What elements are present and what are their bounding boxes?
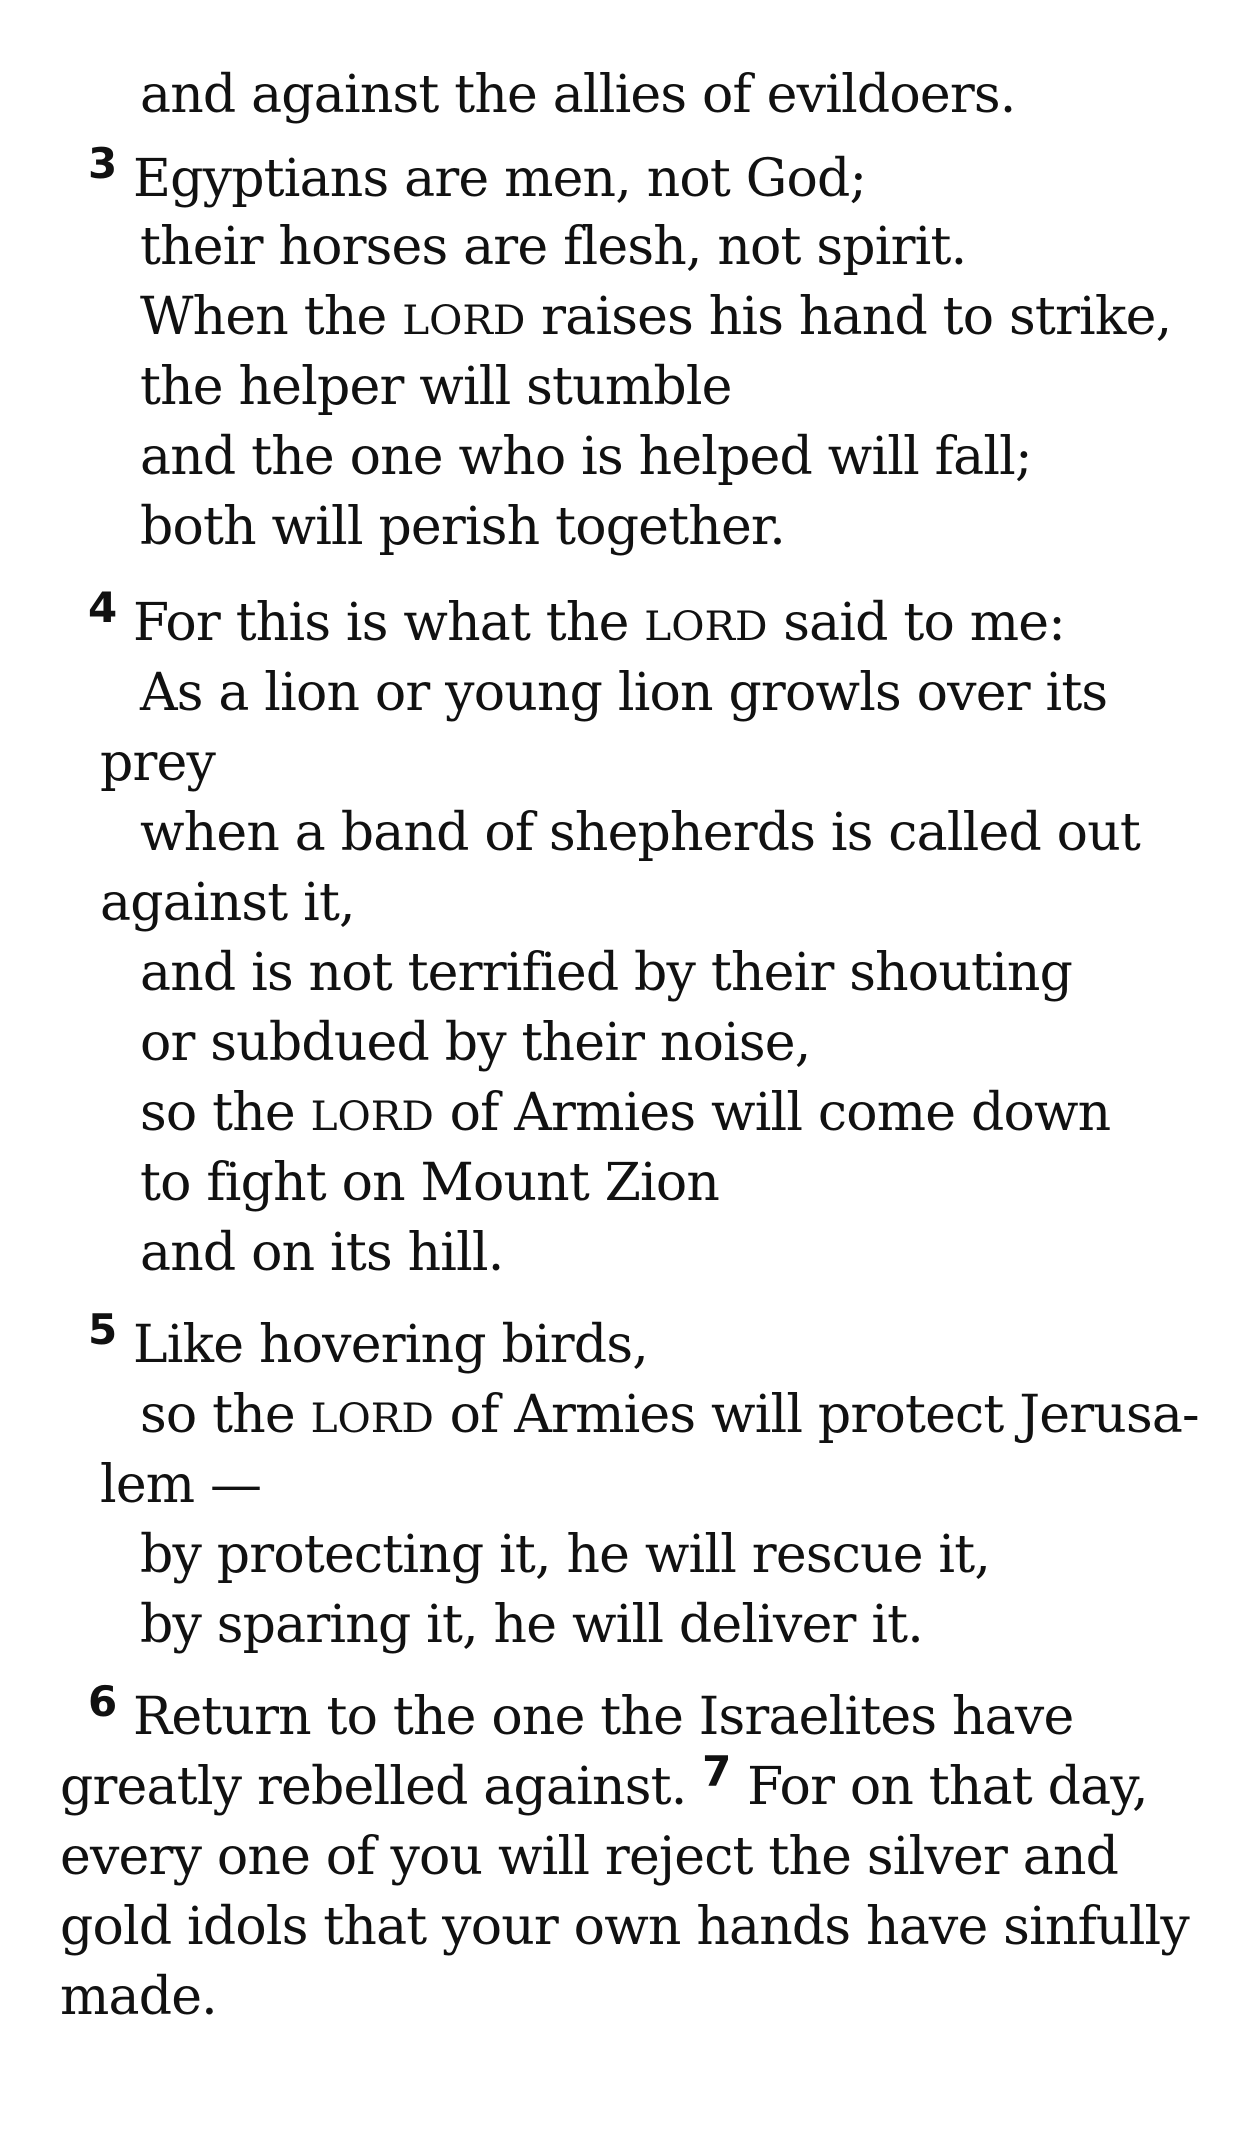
line-text: by protecting it, he will rescue it, (140, 1525, 991, 1585)
line-text: For this is what the (132, 593, 645, 653)
divine-name: LORD (402, 296, 526, 344)
poetry-line (140, 1380, 1199, 1450)
verse-number: 6 (88, 1677, 118, 1726)
line-text: of Armies will protect Jerusa- (433, 1385, 1199, 1445)
verse-3-line (88, 139, 867, 214)
line-text: of Armies will come down (433, 1083, 1111, 1143)
line-text: when a band of shepherds is called out (140, 803, 1140, 863)
poetry-line (140, 1520, 990, 1590)
poetry-line (140, 212, 966, 282)
poetry-line (140, 1590, 923, 1660)
line-text: the helper will stumble (140, 357, 732, 417)
prose-line (60, 1962, 217, 2032)
poetry-line-wrap (100, 868, 355, 938)
line-text: against it, (100, 873, 355, 933)
line-text: both will perish together. (140, 497, 785, 557)
line-text: When the (140, 287, 403, 347)
poetry-line (140, 1148, 719, 1218)
line-text: As a lion or young lion growls over its (140, 663, 1108, 723)
line-text: made. (60, 1967, 217, 2027)
poetry-line (140, 422, 1032, 492)
line-text: prey (100, 733, 216, 793)
line-text: and against the allies of evildoers. (140, 65, 1016, 125)
line-text: raises his hand to strike, (525, 287, 1172, 347)
poetry-line (140, 798, 1140, 868)
poetry-line (140, 492, 785, 562)
poetry-line (140, 938, 1072, 1008)
poetry-line (140, 1008, 811, 1078)
line-text: their horses are flesh, not spirit. (140, 217, 967, 277)
line-text: Return to the one the Israelites have (132, 1687, 1074, 1747)
verse-number: 5 (88, 1305, 118, 1354)
line-text: For on that day, (747, 1757, 1148, 1817)
divine-name: LORD (310, 1394, 434, 1442)
prose-line (60, 1892, 1189, 1962)
line-text: Like hovering birds, (132, 1315, 648, 1375)
divine-name: LORD (310, 1092, 434, 1140)
line-text: and the one who is helped will fall; (140, 427, 1032, 487)
poetry-line-wrap (100, 1450, 261, 1520)
line-text: gold idols that your own hands have sinfully (60, 1897, 1189, 1957)
poetry-line (140, 282, 1171, 352)
divine-name: LORD (644, 602, 768, 650)
poetry-line (140, 1218, 504, 1288)
prose-line (60, 1822, 1118, 1892)
line-text: greatly rebelled against. (60, 1757, 687, 1817)
line-text: or subdued by their noise, (140, 1013, 811, 1073)
verse-6-line (88, 1677, 1074, 1752)
poetry-line (140, 1078, 1110, 1148)
line-text: said to me: (767, 593, 1065, 653)
poetry-line (140, 60, 1016, 130)
line-text: to fight on Mount Zion (140, 1153, 720, 1213)
poetry-line (140, 658, 1107, 728)
line-text: every one of you will reject the silver and (60, 1827, 1119, 1887)
prose-line (60, 1747, 1148, 1822)
line-text: Egyptians are men, not God; (132, 149, 867, 209)
poetry-line-wrap (100, 728, 215, 798)
verse-number: 7 (702, 1747, 732, 1796)
verse-number: 4 (88, 583, 118, 632)
line-text: so the (140, 1083, 311, 1143)
verse-5-line (88, 1305, 648, 1380)
line-text: by sparing it, he will deliver it. (140, 1595, 923, 1655)
verse-4-line (88, 583, 1065, 658)
line-text: so the (140, 1385, 311, 1445)
line-text: lem — (100, 1455, 262, 1515)
line-text: and on its hill. (140, 1223, 504, 1283)
line-text: and is not terrified by their shouting (140, 943, 1073, 1003)
verse-number: 3 (88, 139, 118, 188)
poetry-line (140, 352, 732, 422)
